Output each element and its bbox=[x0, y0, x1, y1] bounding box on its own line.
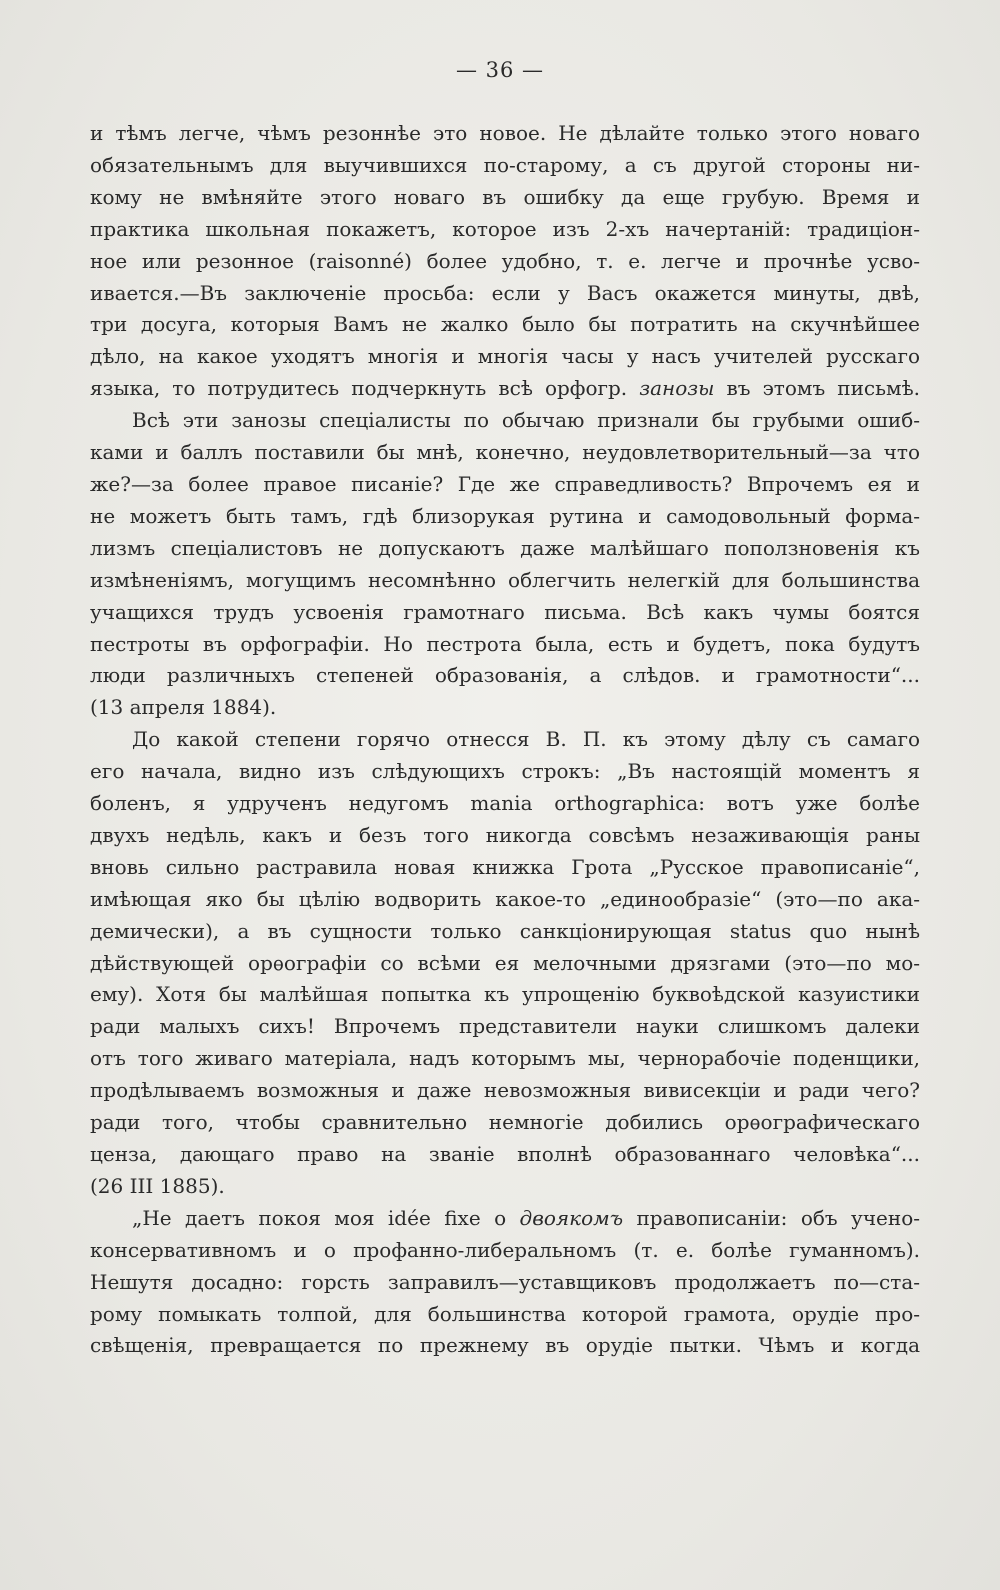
text-line: двухъ недѣль, какъ и безъ того никогда совсѣмъ незаживающія раны bbox=[90, 822, 920, 847]
body-text bbox=[90, 118, 920, 1362]
text-line bbox=[90, 1203, 920, 1235]
text-line: боленъ, я удрученъ недугомъ mania orthographica: вотъ уже болѣе bbox=[90, 791, 920, 816]
text-line: консервативномъ и о профанно-либеральномъ (т. е. болѣе гуманномъ). bbox=[90, 1237, 920, 1262]
text-line: (13 апреля 1884). bbox=[90, 695, 277, 720]
text-line: ками и баллъ поставили бы мнѣ, конечно, неудовлетворительный—за что bbox=[90, 440, 920, 465]
text-line: ное или резонное (raisonné) более удобно, т. е. легче и прочнѣе усво- bbox=[90, 248, 920, 273]
text-segment: „Не даетъ покоя моя idée fixe о bbox=[132, 1205, 507, 1230]
text-line: учащихся трудъ усвоенія грамотнаго письма. Всѣ какъ чумы боятся bbox=[90, 599, 920, 624]
text-line: ради того, чтобы сравнительно немногіе добились орѳографическаго bbox=[90, 1110, 920, 1135]
text-line: дѣйствующей орѳографіи со всѣми ея мелочными дрязгами (это—по мо- bbox=[90, 950, 920, 975]
text-line: продѣлываемъ возможныя и даже невозможныя вивисекціи и ради чего? bbox=[90, 1078, 920, 1103]
text-line bbox=[90, 373, 920, 405]
text-line: люди различныхъ степеней образованія, а слѣдов. и грамотности“... bbox=[90, 663, 920, 688]
text-line: пестроты въ орфографіи. Но пестрота была, есть и будетъ, пока будутъ bbox=[90, 631, 920, 656]
text-line: вновь сильно растравила новая книжка Грота „Русское правописаніе“, bbox=[90, 854, 920, 879]
text-segment: языка, то потрудитесь подчеркнуть всѣ орфогр. bbox=[90, 376, 628, 401]
page-number: — 36 — bbox=[455, 58, 545, 82]
text-line: лизмъ спеціалистовъ не допускаютъ даже малѣйшаго поползновенія къ bbox=[90, 535, 920, 560]
italic-word: двоякомъ bbox=[519, 1205, 624, 1230]
text-line: (26 III 1885). bbox=[90, 1173, 225, 1198]
text-line: имѣющая яко бы цѣлію водворить какое-то „единообразіе“ (это—по ака- bbox=[90, 886, 920, 911]
text-line: обязательнымъ для выучившихся по-старому, а съ другой стороны ни- bbox=[90, 152, 920, 177]
text-line: рому помыкать толпой, для большинства которой грамота, орудіе про- bbox=[90, 1301, 920, 1326]
text-line: До какой степени горячо отнесся В. П. къ этому дѣлу съ самаго bbox=[132, 727, 920, 752]
text-line: практика школьная покажетъ, которое изъ 2-хъ начертаній: традиціон- bbox=[90, 216, 920, 241]
text-line: не можетъ быть тамъ, гдѣ близорукая рутина и самодовольный форма- bbox=[90, 503, 920, 528]
text-line: ивается.—Въ заключеніе просьба: если у Васъ окажется минуты, двѣ, bbox=[90, 280, 920, 305]
text-line: кому не вмѣняйте этого новаго въ ошибку да еще грубую. Время и bbox=[90, 184, 920, 209]
text-line: его начала, видно изъ слѣдующихъ строкъ: „Въ настоящій моментъ я bbox=[90, 759, 920, 784]
text-line: ему). Хотя бы малѣйшая попытка къ упрощенію буквоѣдской казуистики bbox=[90, 982, 920, 1007]
text-line: и тѣмъ легче, чѣмъ резоннѣе это новое. Не дѣлайте только этого новаго bbox=[90, 121, 920, 145]
text-line: три досуга, которыя Вамъ не жалко было бы потратить на скучнѣйшее bbox=[90, 312, 920, 337]
text-line: ценза, дающаго право на званіе вполнѣ образованнаго человѣка“... bbox=[90, 1142, 920, 1166]
text-line: дѣло, на какое уходятъ многія и многія часы у насъ учителей русскаго bbox=[90, 344, 920, 369]
text-line: демически), а въ сущности только санкціонирующая status quo нынѣ bbox=[90, 918, 920, 943]
text-segment: правописаніи: объ учено- bbox=[636, 1205, 921, 1230]
text-line: измѣненіямъ, могущимъ несомнѣнно облегчить нелегкій для большинства bbox=[90, 567, 920, 592]
text-line: свѣщенія, превращается по прежнему въ орудіе пытки. Чѣмъ и когда bbox=[90, 1333, 920, 1358]
text-line: же?—за более правое писаніе? Где же справедливость? Впрочемъ ея и bbox=[90, 471, 920, 496]
text-segment: въ этомъ письмѣ. bbox=[726, 376, 920, 401]
italic-word: занозы bbox=[639, 376, 715, 401]
text-line: Нешутя досадно: горсть заправилъ—уставщиковъ продолжаетъ по—ста- bbox=[90, 1269, 920, 1294]
text-line: Всѣ эти занозы спеціалисты по обычаю признали бы грубыми ошиб- bbox=[132, 408, 920, 433]
text-line: ради малыхъ сихъ! Впрочемъ представители науки слишкомъ далеки bbox=[90, 1014, 920, 1039]
text-line: отъ того живаго матеріала, надъ которымъ мы, чернорабочіе поденщики, bbox=[90, 1046, 920, 1071]
